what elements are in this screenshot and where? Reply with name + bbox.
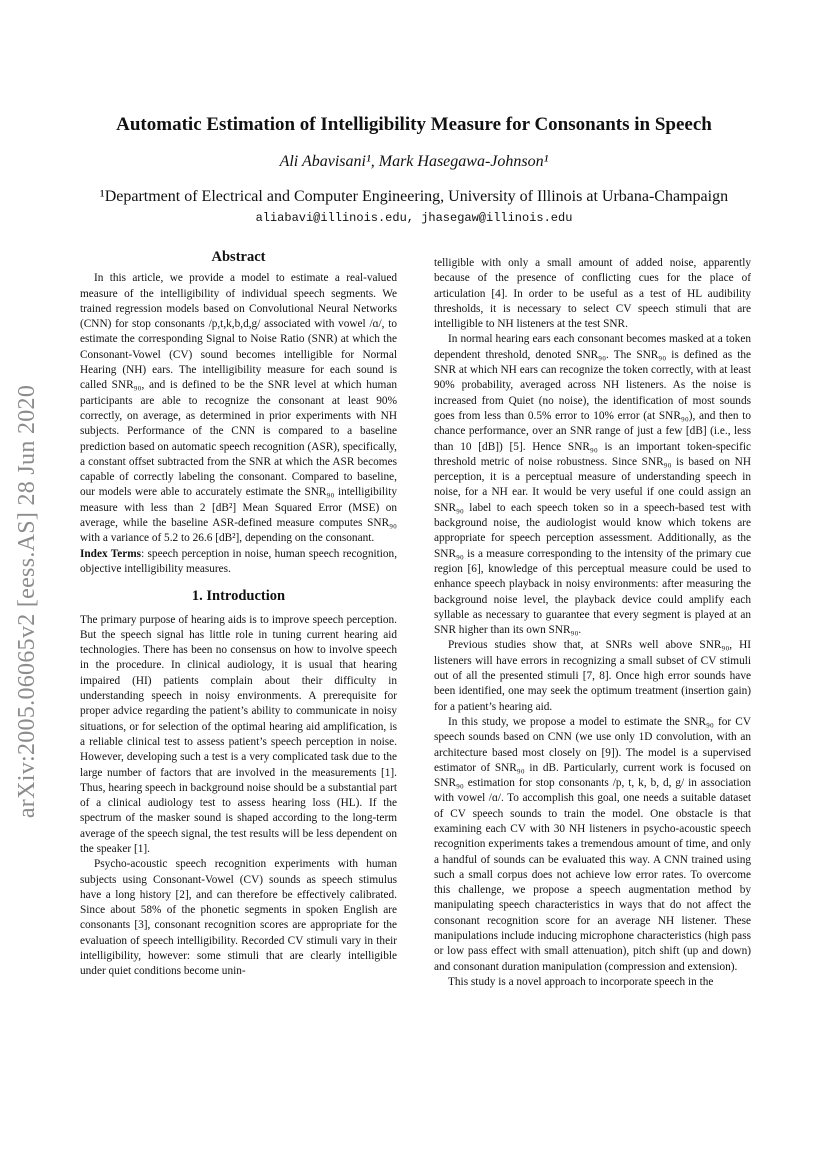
paper-affiliation: ¹Department of Electrical and Computer Engineering, University of Illinois at Urbana-Champaign — [99, 188, 729, 205]
paper-authors: Ali Abavisani¹, Mark Hasegawa-Johnson¹ — [279, 153, 549, 170]
intro-paragraph-1: The primary purpose of hearing aids is to improve speech perception. But the speech signal has little role in tuning current hearing aid technologies. There has been no consensus on how to involve speech in the procedure. In clinical audiology, it is usual that hearing impaired (HI) patients complain about their difficulty in understanding speech in noisy environments. A prerequisite for proper advice regarding the patient’s ability to communicate in noisy situations, or for selection of the optimal hearing aid amplification, is a reliable clinical test to assess patient’s speech perception in noise. However, developing such a test is a very complicated task due to the large number of factors that are involved in the measurements [1]. Thus, hearing speech in background noise should be a substantial part of a clinical audiology test to assess hearing loss (HL). If the spectrum of the masker sound is shaped according to the long-term average of the speech signal, the test results will be less dependent on the speaker [1]. — [80, 613, 397, 855]
index-terms-label: Index Terms — [80, 547, 142, 560]
index-terms-text: : speech perception in noise, human speech recognition, objective intelligibility measures. — [80, 547, 398, 575]
paper-title: Automatic Estimation of Intelligibility Measure for Consonants in Speech — [116, 114, 712, 135]
intro-paragraph-2-continued: telligible with only a small amount of added noise, apparently because of the presence of conflicting cues for the place of articulation [4]. In order to be useful as a test of HL audibility thresholds, it is necessary to select CV speech stimuli that are intelligible to NH listeners at the test SNR. — [434, 257, 751, 331]
arxiv-identifier-stamp — [8, 326, 48, 876]
intro-paragraph-3: In normal hearing ears each consonant becomes masked at a token dependent threshold, denoted SNR₉₀. The SNR₉₀ is defined as the SNR at which NH ears can recognize the token correctly, with at least 90% probability, averaged across NH listeners. As the noise is increased from Quiet (no noise), the identification of most sounds goes from less than 0.5% error to 10% error (at SNR₉₀), and then to chance performance, over an SNR range of just a few [dB] (i.e., less than 10 [dB]) [5]. Hence SNR₉₀ is an important token-specific threshold metric of noise robustness. Since SNR₉₀ is based on NH perception, it is a perceptual measure of understanding speech in noise, for a NH ear. It would be very useful if one could assign an SNR₉₀ label to each speech token so in a speech-based test with background noise, the audiologist would know which tokens are appropriate for speech perception assessment. Additionally, as the SNR₉₀ is a measure corresponding to the intensity of the primary cue region [6], knowledge of this perceptual measure could be used to enhance speech playback in noisy environments: after measuring the background noise level, the playback device could amplify each syllable as necessary to guarantee that every segment is played at an SNR higher than its own SNR₉₀. — [434, 333, 751, 637]
left-column — [80, 250, 397, 980]
index-terms — [80, 547, 397, 578]
introduction-heading: 1. Introduction — [191, 588, 286, 605]
author-emails: aliabavi@illinois.edu, jhasegaw@illinois.edu — [255, 211, 573, 225]
arxiv-identifier-text: arXiv:2005.06065v2 [eess.AS] 28 Jun 2020 — [14, 384, 41, 818]
abstract-text: In this article, we provide a model to estimate a real-valued measure of the intelligibility of individual speech segments. We trained regression models based on Convolutional Neural Networks (CNN) for stop consonants /p,t,k,b,d,g/ associated with vowel /ɑ/, to estimate the corresponding Signal to Noise Ratio (SNR) at which the Consonant-Vowel (CV) sound becomes intelligible for Normal Hearing (NH) ears. The intelligibility measure for each sound is called SNR₉₀, and is defined to be the SNR level at which human participants are able to recognize the consonant at least 90% correctly, on average, as determined in prior experiments with NH subjects. Performance of the CNN is compared to a baseline prediction based on automatic speech recognition (ASR), specifically, a constant offset subtracted from the SNR at which the ASR becomes capable of correctly labeling the consonant. Compared to baseline, our models were able to accurately estimate the SNR₉₀ intelligibility measure with less than 2 [dB²] Mean Squared Error (MSE) on average, while the baseline ASR-defined measure computes SNR₉₀ with a variance of 5.2 to 26.6 [dB²], depending on the consonant. — [80, 272, 397, 545]
intro-paragraph-5: In this study, we propose a model to estimate the SNR₉₀ for CV speech sounds based on CNN (we use only 1D convolution, with an architecture based most closely on [9]). The model is a supervised estimator of SNR₉₀ in dB. Particularly, current work is focused on SNR₉₀ estimation for stop consonants /p, t, k, b, d, g/ in association with vowel /ɑ/. To accomplish this goal, one needs a suitable dataset of CV speech sounds to train the model. One obstacle is that examining each CV with 30 NH listeners in psycho-acoustic speech recognition experiments takes a tremendous amount of time, and only a handful of sounds can be evaluated this way. A CNN trained using such a small corpus does not achieve low error rates. To overcome this challenge, we propose a speech augmentation method by manipulating speech characteristics in ways that do not affect the consonant recognition score for an average NH listener. These manipulations include inducing microphone characteristics (high pass or low pass effect with small attenuation), pitch shift (up and down) and consonant duration manipulation (compression and extension). — [434, 715, 751, 973]
abstract-heading: Abstract — [211, 249, 266, 265]
intro-paragraph-6: This study is a novel approach to incorporate speech in the — [448, 975, 714, 988]
right-column — [434, 256, 751, 990]
intro-paragraph-2: Psycho-acoustic speech recognition experiments with human subjects using Consonant-Vowel (CV) sounds as speech stimulus have a long history [2], and can therefore be effectively calibrated. Since about 58% of the phonetic segments in spoken English are consonants [3], consonant recognition scores are appropriate for the evaluation of speech intelligibility. Recorded CV stimuli vary in their intelligibility, however: some stimuli that are clearly intelligible under quiet conditions become unin- — [80, 858, 397, 978]
intro-paragraph-4: Previous studies show that, at SNRs well above SNR₉₀, HI listeners will have errors in recognizing a small subset of CV stimuli out of all the presented stimuli [7, 8]. Once high error sounds have been identified, one may seek the optimum treatment (insertion gain) for a patient’s hearing aid. — [434, 639, 751, 713]
